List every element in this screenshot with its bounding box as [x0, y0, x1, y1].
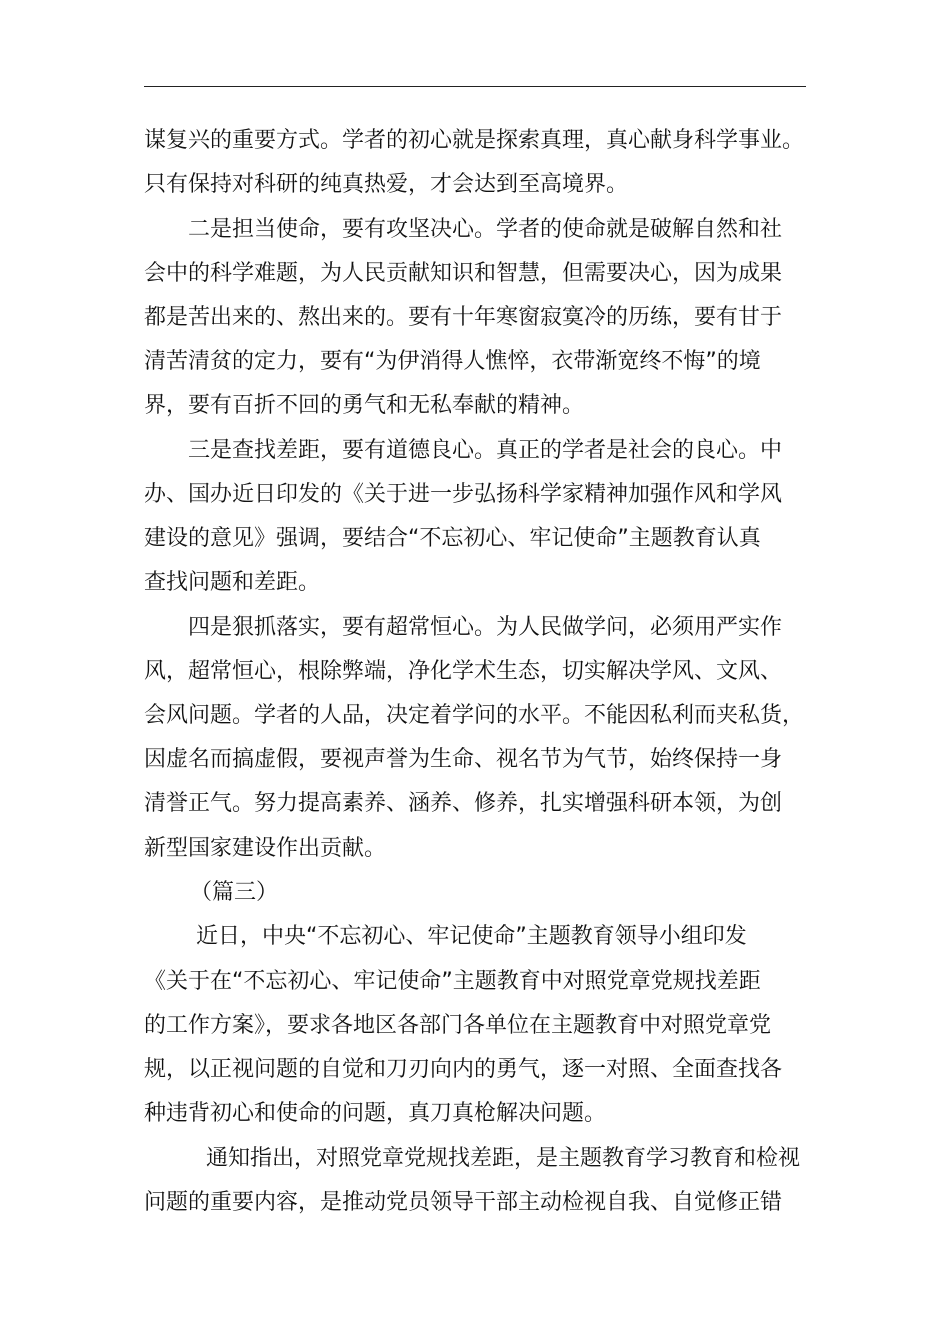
text-line-20: 《关于在“不忘初心、牢记使命”主题教育中对照党章党规找差距: [144, 969, 761, 994]
text-line-17: 新型国家建设作出贡献。: [144, 836, 387, 861]
text-line-4: 会中的科学难题，为人民贡献知识和智慧，但需要决心，因为成果: [144, 261, 783, 286]
text-line-22: 规，以正视问题的自觉和刀刃向内的勇气，逐一对照、全面查找各: [144, 1057, 783, 1082]
header-rule: [144, 86, 806, 87]
text-line-9: 办、国办近日印发的《关于进一步弘扬科学家精神加强作风和学风: [144, 482, 783, 507]
text-line-13: 风，超常恒心，根除弊端，净化学术生态，切实解决学风、文风、: [144, 659, 783, 684]
text-line-6: 清苦清贫的定力，要有“为伊消得人憔悴，衣带渐宽终不悔”的境: [144, 349, 761, 374]
text-line-11: 查找问题和差距。: [144, 570, 321, 595]
text-line-23: 种违背初心和使命的问题，真刀真枪解决问题。: [144, 1101, 607, 1126]
text-line-14: 会风问题。学者的人品，决定着学问的水平。不能因私利而夹私货，: [144, 703, 805, 728]
text-line-5: 都是苦出来的、熬出来的。要有十年寒窗寂寞冷的历练，要有甘于: [144, 305, 783, 330]
text-line-19: 近日，中央“不忘初心、牢记使命”主题教育领导小组印发: [196, 924, 747, 949]
section-heading: （篇三）: [190, 880, 279, 905]
text-line-21: 的工作方案》，要求各地区各部门各单位在主题教育中对照党章党: [144, 1013, 772, 1038]
text-line-7: 界，要有百折不回的勇气和无私奉献的精神。: [144, 393, 585, 418]
text-line-10: 建设的意见》强调，要结合“不忘初心、牢记使命”主题教育认真: [144, 526, 761, 551]
text-line-2: 只有保持对科研的纯真热爱，才会达到至高境界。: [144, 172, 629, 197]
text-line-8: 三是查找差距，要有道德良心。真正的学者是社会的良心。中: [188, 438, 783, 463]
text-line-24: 通知指出，对照党章党规找差距，是主题教育学习教育和检视: [206, 1146, 801, 1171]
text-line-12: 四是狠抓落实，要有超常恒心。为人民做学问，必须用严实作: [188, 615, 783, 640]
text-line-3: 二是担当使命，要有攻坚决心。学者的使命就是破解自然和社: [188, 217, 783, 242]
text-line-25: 问题的重要内容，是推动党员领导干部主动检视自我、自觉修正错: [144, 1190, 783, 1215]
text-line-1: 谋复兴的重要方式。学者的初心就是探索真理，真心献身科学事业。: [144, 128, 805, 153]
text-line-15: 因虚名而搞虚假，要视声誉为生命、视名节为气节，始终保持一身: [144, 747, 783, 772]
text-line-16: 清誉正气。努力提高素养、涵养、修养，扎实增强科研本领，为创: [144, 791, 783, 816]
